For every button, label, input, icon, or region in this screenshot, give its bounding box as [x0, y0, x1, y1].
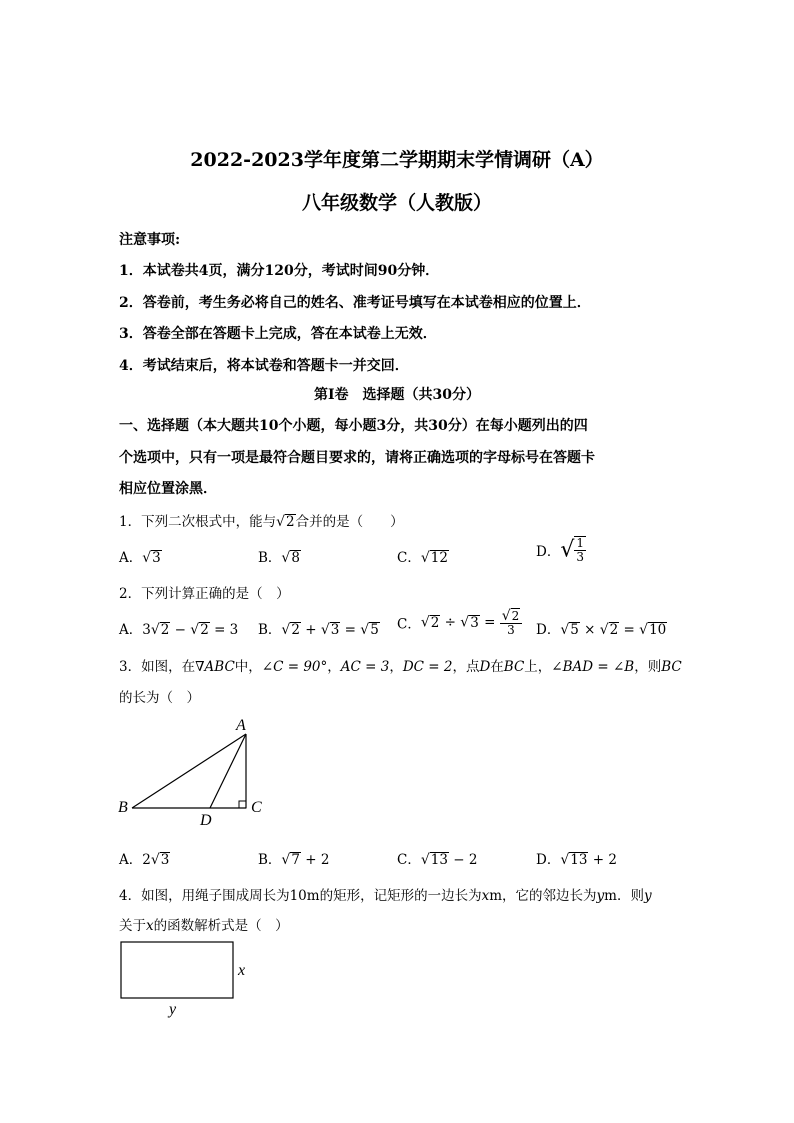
radicand: 3: [160, 852, 170, 868]
radicand: 10: [649, 622, 667, 638]
operator: ×: [579, 622, 600, 638]
fraction-numerator: 1: [576, 536, 584, 550]
fraction-numerator-radicand: 2: [511, 609, 520, 623]
radicand: 13: [570, 852, 588, 868]
question-1-stem: [119, 510, 404, 530]
equals: =: [340, 622, 361, 638]
notes-item-1: 1．本试卷共4页，满分120分，考试时间90分钟．: [119, 263, 440, 279]
option-letter: B．: [258, 622, 282, 638]
rectangle-figure: [112, 938, 262, 1020]
q3-text: 中，: [234, 659, 262, 675]
q3-math: AC = 3: [340, 659, 390, 675]
option-radicand: 12: [430, 550, 448, 566]
label-B: B: [118, 799, 128, 816]
operator: −: [170, 622, 191, 638]
q2-option-a: [119, 618, 238, 638]
sqrt-icon: √: [560, 622, 570, 638]
q3-option-d: [536, 848, 617, 868]
q4-math: y: [596, 888, 605, 904]
notes-item-3: 3．答卷全部在答题卡上完成，答在本试卷上无效．: [119, 326, 437, 342]
q3-text: ，点: [452, 659, 480, 675]
q1-option-d: [536, 536, 586, 564]
exam-subtitle: 八年级数学（人教版）: [301, 192, 492, 214]
sqrt-icon: √: [276, 514, 286, 530]
radicand: 13: [430, 852, 448, 868]
q3-math: ∠BAD = ∠B: [551, 659, 635, 675]
label-A: A: [236, 717, 246, 734]
sqrt-icon: √: [560, 537, 575, 563]
section-intro-line3: 相应位置涂黑．: [119, 481, 217, 497]
fraction-denominator: 3: [507, 623, 515, 637]
q3-text: ，则: [634, 659, 662, 675]
notes-item-4: 4．考试结束后，将本试卷和答题卡一并交回．: [119, 358, 409, 374]
radicand: 5: [570, 622, 579, 638]
tail: − 2: [448, 852, 478, 868]
radicand: 5: [370, 622, 379, 638]
q3-math: BC: [661, 659, 682, 675]
q1-option-a: [119, 546, 162, 566]
q4-text: 的函数解析式是（ ）: [153, 918, 289, 934]
q3-text: 在: [490, 659, 504, 675]
radicand: 3: [330, 622, 340, 638]
sqrt-icon: √: [281, 622, 291, 638]
radicand: 3: [470, 615, 479, 631]
label-y: y: [169, 1001, 177, 1018]
radicand: 2: [200, 622, 209, 638]
question-3-line2: 的长为（ ）: [119, 690, 200, 706]
tail: + 2: [300, 852, 330, 868]
label-x: x: [238, 962, 246, 979]
section-title: 第Ⅰ卷 选择题（共30分）: [313, 387, 481, 403]
question-3-line1: [119, 655, 682, 675]
radicand: 7: [291, 852, 300, 868]
q1-option-c: [397, 546, 449, 566]
option-radicand: 3: [152, 550, 161, 566]
q3-math: D: [479, 659, 491, 675]
option-letter: D．: [536, 622, 561, 638]
q4-text: m．则: [604, 888, 644, 904]
question-4-line2: [119, 914, 289, 934]
q4-math: y: [643, 888, 652, 904]
q3-text: 上，: [524, 659, 552, 675]
option-letter: D．: [536, 852, 561, 868]
option-letter: B．: [258, 550, 282, 566]
radicand: 2: [291, 622, 300, 638]
q4-text: m，它的邻边长为: [489, 888, 597, 904]
sqrt-icon: √: [639, 622, 649, 638]
sqrt-icon: √: [420, 550, 430, 566]
q3-math: ∇ABC: [195, 659, 235, 675]
equals-result: = 3: [209, 622, 239, 638]
radicand: 2: [430, 615, 440, 631]
fraction-denominator: 3: [576, 550, 584, 564]
sqrt-icon: √: [190, 622, 200, 638]
q2-option-d: [536, 618, 667, 638]
q3-math: ∠C = 90°: [261, 659, 328, 675]
sqrt-icon: √: [560, 852, 570, 868]
option-letter: A．: [119, 852, 143, 868]
sqrt-icon: √: [501, 608, 511, 624]
option-letter: C．: [397, 550, 421, 566]
q3-option-a: [119, 848, 170, 868]
q3-math: DC = 2: [402, 659, 453, 675]
tail: + 2: [588, 852, 617, 868]
q3-option-b: [258, 848, 329, 868]
q2-option-b: [258, 618, 380, 638]
q4-text: 4．如图，用绳子围成周长为10m的矩形，记矩形的一边长为: [119, 888, 482, 904]
sqrt-icon: √: [420, 852, 430, 868]
operator: +: [300, 622, 321, 638]
option-letter: A．: [119, 550, 143, 566]
q1-stem-pre: 1．下列二次根式中，能与: [119, 514, 277, 530]
sqrt-icon: √: [460, 614, 470, 631]
section-intro-line1: 一、选择题（本大题共10个小题，每小题3分，共30分）在每小题列出的四: [119, 418, 588, 434]
sqrt-icon: √: [420, 614, 430, 631]
option-letter: B．: [258, 852, 282, 868]
option-letter: C．: [397, 852, 421, 868]
option-letter: A．: [119, 622, 143, 638]
option-radicand: 8: [291, 550, 300, 566]
exam-title: 2022-2023学年度第二学期期末学情调研（A）: [190, 149, 604, 171]
coefficient: 3: [142, 622, 151, 638]
q4-math: x: [146, 918, 154, 934]
sqrt-icon: √: [142, 550, 152, 566]
q3-text: ，: [389, 659, 403, 675]
label-C: C: [251, 799, 262, 816]
option-letter: D．: [536, 544, 561, 560]
sqrt-icon: √: [320, 622, 330, 638]
sqrt-icon: √: [360, 622, 370, 638]
q1-stem-radicand: 2: [286, 514, 295, 530]
sqrt-icon: √: [599, 622, 609, 638]
q2-option-c: [397, 608, 522, 637]
q3-math: BC: [503, 659, 525, 675]
radicand: 2: [609, 622, 619, 638]
q4-text: 关于: [119, 918, 146, 934]
sqrt-icon: √: [150, 852, 160, 868]
q1-option-b: [258, 546, 301, 566]
triangle-figure: [112, 712, 272, 832]
operator: ÷: [440, 614, 461, 631]
sqrt-icon: √: [281, 852, 291, 868]
q3-option-c: [397, 848, 477, 868]
q3-text: 3．如图，在: [119, 659, 196, 675]
sqrt-icon: √: [150, 622, 160, 638]
notes-item-2: 2．答卷前，考生务必将自己的姓名、准考证号填写在本试卷相应的位置上．: [119, 295, 591, 311]
notes-heading: 注意事项:: [119, 232, 181, 248]
equals: =: [479, 614, 500, 631]
q3-text: ，: [327, 659, 341, 675]
question-2-stem: 2．下列计算正确的是（ ）: [119, 586, 290, 602]
label-D: D: [200, 812, 212, 829]
radicand: 2: [160, 622, 170, 638]
question-4-line1: [119, 884, 652, 904]
option-letter: C．: [397, 616, 421, 633]
q1-stem-post: 合并的是（ ）: [295, 514, 404, 530]
section-intro-line2: 个选项中，只有一项是最符合题目要求的，请将正确选项的字母标号在答题卡: [119, 450, 595, 466]
equals: =: [619, 622, 640, 638]
coefficient: 2: [142, 852, 151, 868]
sqrt-icon: √: [281, 550, 291, 566]
q4-math: x: [481, 888, 490, 904]
